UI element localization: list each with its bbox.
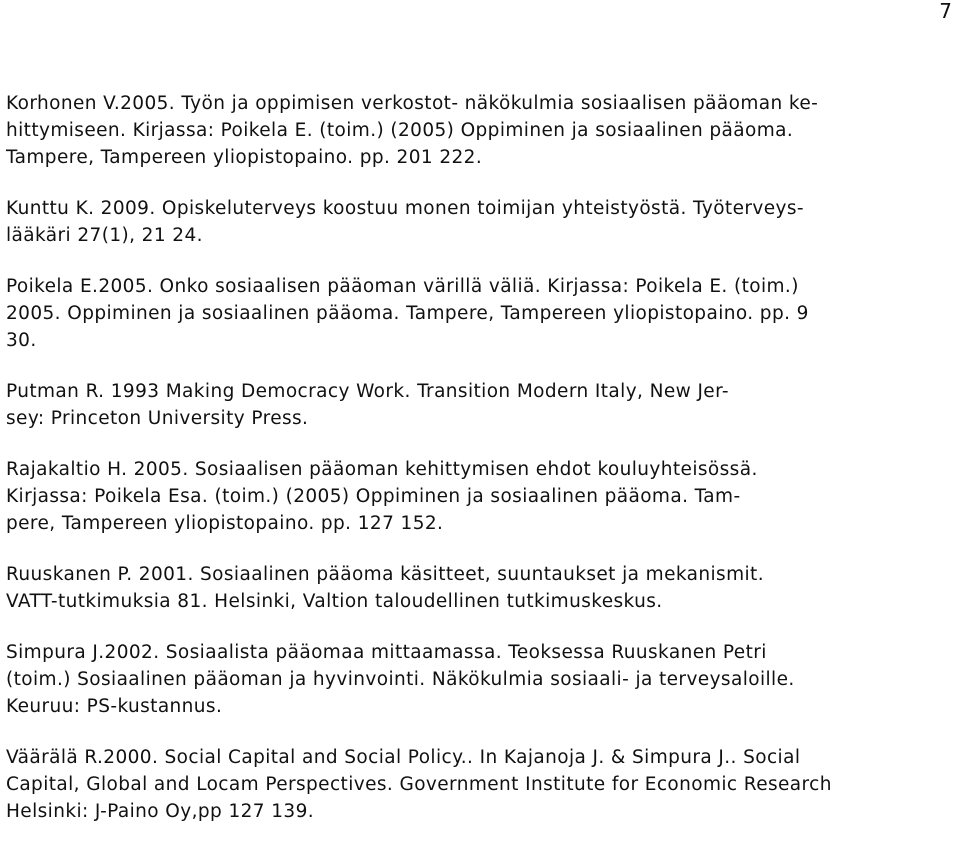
reference-line: sey: Princeton University Press. (6, 408, 309, 429)
reference-line: Korhonen V.2005. Työn ja oppimisen verkostot- näkökulmia sosiaalisen pääoman ke- (6, 93, 819, 114)
reference-entry (6, 744, 954, 825)
page-number: 7 (939, 0, 952, 23)
reference-line: Simpura J.2002. Sosiaalista pääomaa mittaamassa. Teoksessa Ruuskanen Petri (6, 642, 767, 663)
reference-entry (6, 90, 954, 171)
reference-line: 2005. Oppiminen ja sosiaalinen pääoma. Tampere, Tampereen yliopistopaino. pp. 9 (6, 303, 809, 324)
reference-entry (6, 195, 954, 249)
reference-line: Tampere, Tampereen yliopistopaino. pp. 201 222. (6, 147, 483, 168)
reference-line: (toim.) Sosiaalinen pääoman ja hyvinvointi. Näkökulmia sosiaali- ja terveysaloille. (6, 669, 795, 690)
reference-line: pere, Tampereen yliopistopaino. pp. 127 152. (6, 513, 444, 534)
reference-line: Kunttu K. 2009. Opiskeluterveys koostuu monen toimijan yhteistyöstä. Työterveys- (6, 198, 804, 219)
reference-entry (6, 273, 954, 354)
reference-line: Kirjassa: Poikela Esa. (toim.) (2005) Oppiminen ja sosiaalinen pääoma. Tam- (6, 486, 741, 507)
reference-line: Helsinki: J-Paino Oy,pp 127 139. (6, 801, 315, 822)
reference-line: Ruuskanen P. 2001. Sosiaalinen pääoma käsitteet, suuntaukset ja mekanismit. (6, 564, 764, 585)
reference-line: lääkäri 27(1), 21 24. (6, 225, 203, 246)
reference-entry (6, 561, 954, 615)
reference-line: Poikela E.2005. Onko sosiaalisen pääoman värillä väliä. Kirjassa: Poikela E. (toim.) (6, 276, 799, 297)
reference-line: Keuruu: PS-kustannus. (6, 696, 223, 717)
reference-line: hittymiseen. Kirjassa: Poikela E. (toim.) (2005) Oppiminen ja sosiaalinen pääoma. (6, 120, 794, 141)
reference-list (6, 90, 954, 849)
reference-entry (6, 378, 954, 432)
reference-line: Capital, Global and Locam Perspectives. Government Institute for Economic Research (6, 774, 832, 795)
reference-entry (6, 639, 954, 720)
reference-line: Rajakaltio H. 2005. Sosiaalisen pääoman kehittymisen ehdot kouluyhteisössä. (6, 459, 758, 480)
reference-line: 30. (6, 330, 37, 351)
reference-line: VATT-tutkimuksia 81. Helsinki, Valtion taloudellinen tutkimuskeskus. (6, 591, 663, 612)
reference-entry (6, 456, 954, 537)
reference-line: Väärälä R.2000. Social Capital and Social Policy.. In Kajanoja J. & Simpura J.. Social (6, 747, 801, 768)
reference-line: Putman R. 1993 Making Democracy Work. Transition Modern Italy, New Jer- (6, 381, 729, 402)
